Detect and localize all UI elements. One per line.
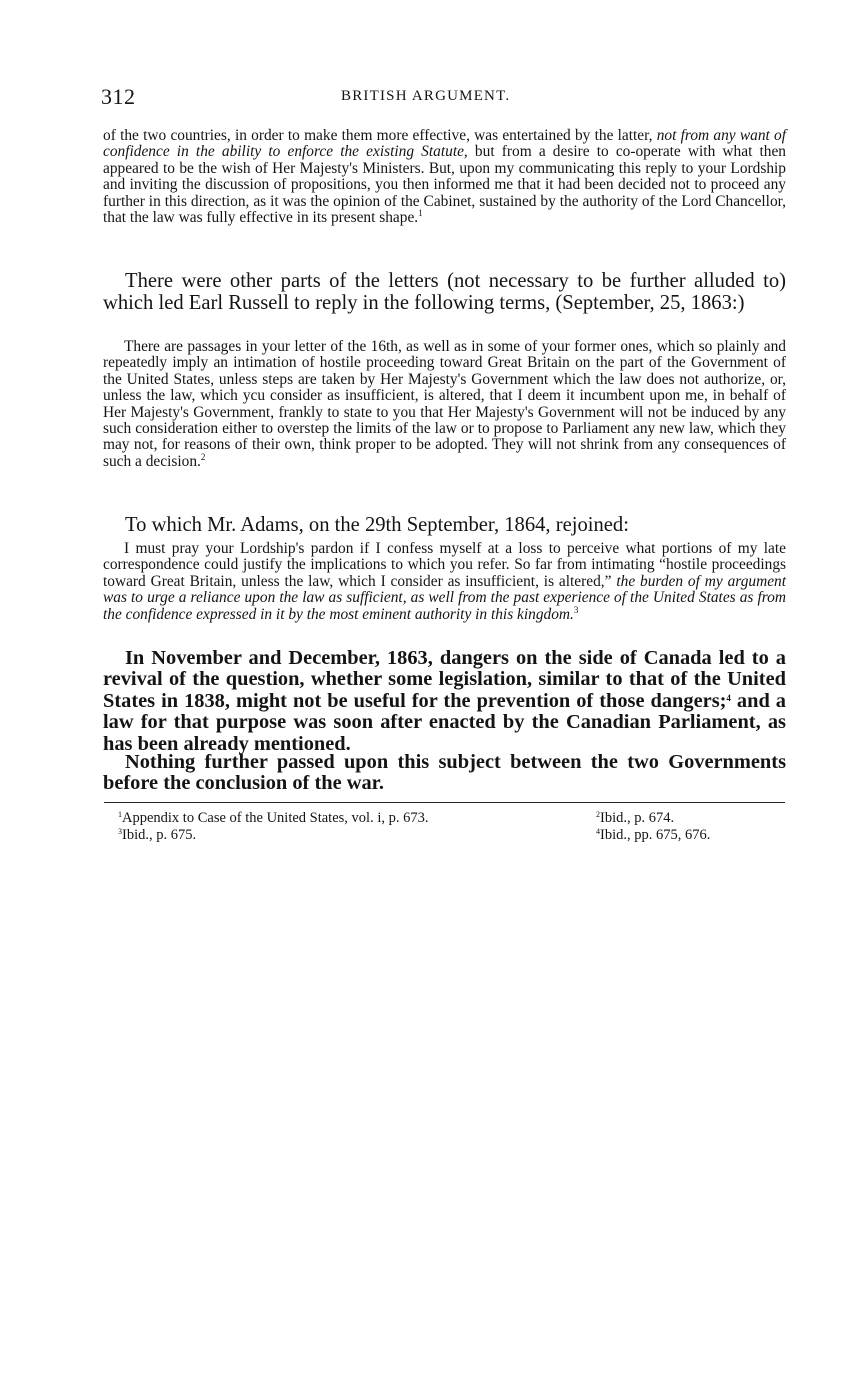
quote-continuation-text: of the two countries, in order to make them more effective, was entertained by the latter, <box>103 127 657 144</box>
quote-adams-text: I must pray your Lordship's pardon if I confess myself at a loss to perceive what portions of my late correspondence could justify the implications to which you refer. So far from intimating “hostile proceedings toward Great Britain, unless the law, which I consider as insufficient, is altered,” <box>103 540 786 590</box>
footnote-1-mark: 1 <box>118 810 122 819</box>
footnote-4-mark: 4 <box>596 827 600 836</box>
page-header <box>101 84 785 110</box>
quote-continuation-text-end: but from a desire to co-operate with what then appeared to be the wish of Her Majesty's Ministers. But, upon my communicating this reply to your Lordship and inviting the discussion of propositions, you then informed me that it had been decided not to proceed any further in this direction, as it was the opinion of the Cabinet, sustained by the authority of the Lord Chancellor, that the law was fully effective in its present shape. <box>103 143 786 227</box>
quote-russell-text: There are passages in your letter of the 16th, as well as in some of your former ones, which so plainly and repeatedly imply an intimation of hostile proceeding toward Great Britain on the part of the Government of the United States, unless steps are taken by Her Majesty's Government which the law does not authorize, or, unless the law, which ycu consider as insufficient, is altered, that I deem it incumbent upon me, in behalf of Her Majesty's Government, frankly to state to you that Her Majesty's Government will not be induced by any such consideration either to overstep the limits of the law or to propose to Parliament any new law, which they may not, for reasons of their own, think proper to be adopted. They will not shrink from any consequences of such a decision. <box>103 338 786 470</box>
narrative-paragraph-russell: There were other parts of the letters (not necessary to be further alluded to) which led Earl Russell to reply in the following terms, (September, 25, 1863:) <box>103 270 786 315</box>
narrative-canada-text: In November and December, 1863, dangers on the side of Canada led to a revival of the question, whether some legislation, similar to that of the United States in 1838, might not be useful for the prevention of those dangers; <box>103 647 786 712</box>
narrative-canada-text-end: and a law for that purpose was soon after enacted by the Canadian Parliament, as has been already mentioned. <box>103 689 786 755</box>
footnote-1-text: Appendix to Case of the United States, vol. i, p. 673. <box>122 810 429 826</box>
running-head: BRITISH ARGUMENT. <box>341 88 511 104</box>
page-number: 312 <box>101 84 136 109</box>
quote-adams <box>103 541 786 623</box>
quote-adams-italic: the burden of my argument was to urge a reliance upon the law as sufficient, as well from the past experience of the United States as from the confidence expressed in it by the most eminent authority in this kingdom. <box>103 572 786 623</box>
narrative-paragraph-canada <box>103 648 786 755</box>
footnote-ref-4: 4 <box>726 692 731 703</box>
footnote-2-text: Ibid., p. 674. <box>600 810 675 826</box>
footnote-2 <box>596 810 674 826</box>
footnote-3 <box>118 827 196 843</box>
quote-continuation-italic: not from any want of confidence in the ability to enforce the existing Statute, <box>103 127 787 161</box>
quote-russell <box>103 339 786 470</box>
footnote-3-text: Ibid., p. 675. <box>122 827 197 843</box>
footnote-ref-2: 2 <box>200 451 206 462</box>
narrative-paragraph-adams: To which Mr. Adams, on the 29th September, 1864, rejoined: <box>125 514 629 536</box>
footnote-rule <box>104 802 785 803</box>
footnote-4-text: Ibid., pp. 675, 676. <box>600 827 711 843</box>
footnote-ref-3: 3 <box>573 604 579 615</box>
footnote-4 <box>596 827 710 843</box>
footnote-3-mark: 3 <box>118 827 122 836</box>
footnote-2-mark: 2 <box>596 810 600 819</box>
footnote-1 <box>118 810 428 826</box>
footnote-ref-1: 1 <box>418 208 423 219</box>
quote-continuation <box>103 128 786 226</box>
narrative-paragraph-conclusion: Nothing further passed upon this subject between the two Governments before the conclusion of the war. <box>103 751 786 795</box>
